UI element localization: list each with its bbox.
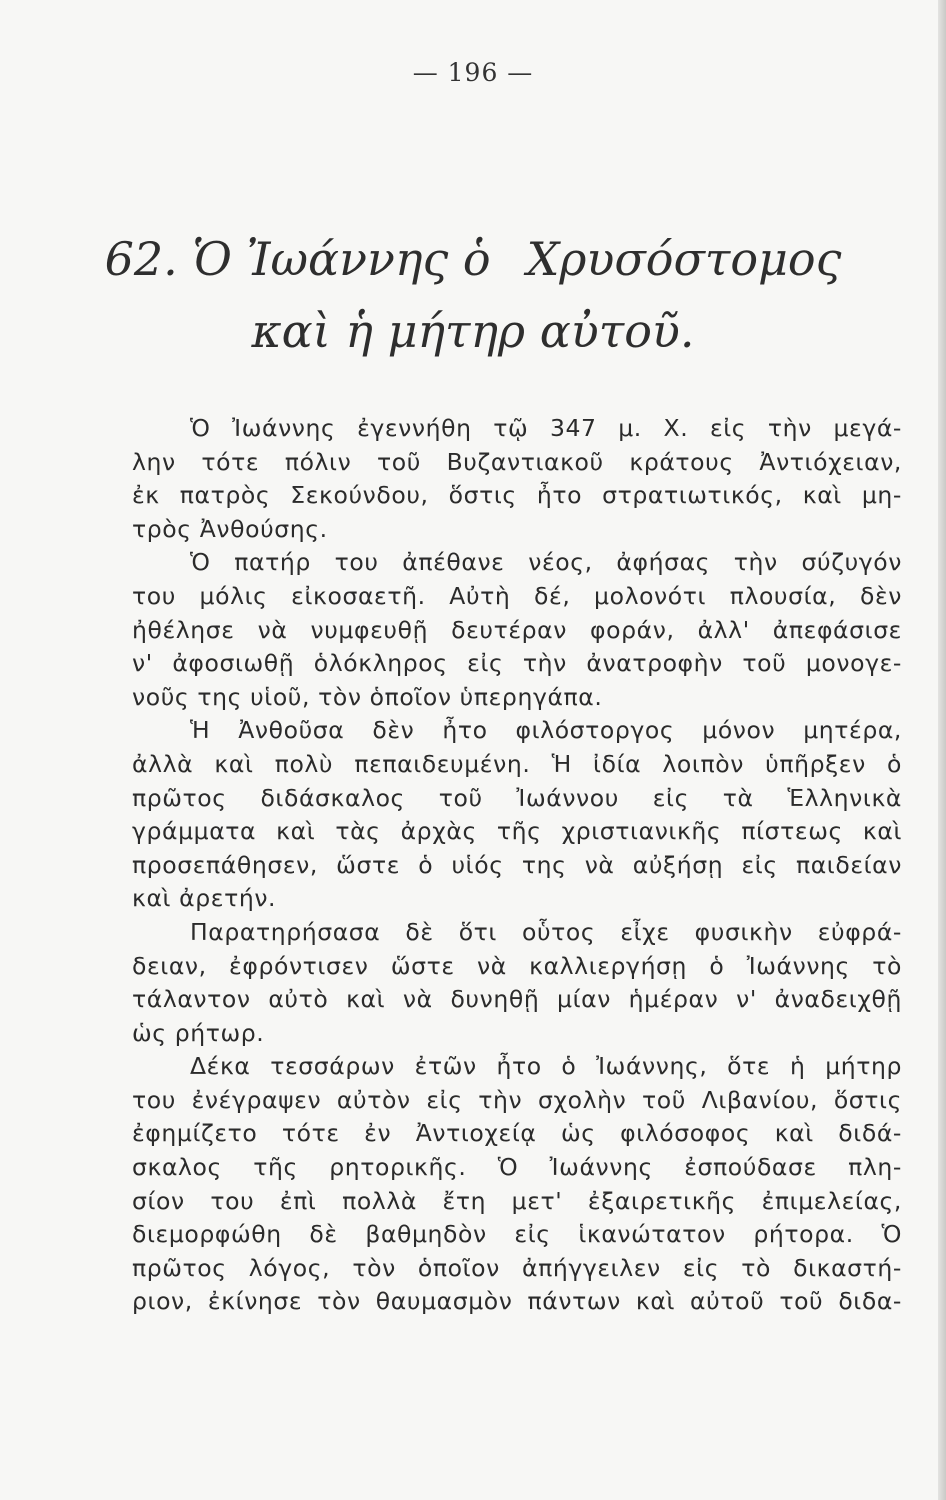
text-line: ἐκ πατρὸς Σεκούνδου, ὅστις ἦτο στρατιωτικός, καὶ μη-	[132, 481, 902, 510]
text-line: ριον, ἐκίνησε τὸν θαυμασμὸν πάντων καὶ αὐτοῦ τοῦ διδα-	[132, 1287, 902, 1316]
text-line: σίον του ἐπὶ πολλὰ ἔτη μετ' ἐξαιρετικῆς ἐπιμελείας,	[132, 1186, 902, 1215]
chapter-title-line-2: καὶ ἡ μήτηρ αὐτοῦ.	[251, 304, 695, 358]
text-line: ν' ἀφοσιωθῇ ὁλόκληρος εἰς τὴν ἀνατροφὴν τοῦ μονογε-	[132, 649, 902, 678]
chapter-title-part-2: Χρυσόστομος	[526, 232, 842, 286]
text-line: του ἐνέγραψεν αὐτὸν εἰς τὴν σχολὴν τοῦ Λιβανίου, ὅστις	[132, 1085, 902, 1114]
text-line: πρῶτος διδάσκαλος τοῦ Ἰωάννου εἰς τὰ Ἑλληνικὰ	[132, 783, 902, 812]
text-line: Ὁ πατήρ του ἀπέθανε νέος, ἀφήσας τὴν σύζυγόν	[190, 548, 902, 577]
text-line: ὡς ρήτωρ.	[132, 1018, 265, 1047]
text-line: τρὸς Ἀνθούσης.	[132, 514, 328, 543]
text-line: προσεπάθησεν, ὥστε ὁ υἱός της νὰ αὐξήσῃ εἰς παιδείαν	[132, 850, 902, 879]
page-number: — 196 —	[412, 58, 534, 87]
text-line: καὶ ἀρετήν.	[132, 884, 277, 913]
text-line: τάλαντον αὐτὸ καὶ νὰ δυνηθῇ μίαν ἡμέραν ν' ἀναδειχθῇ	[132, 985, 902, 1014]
text-line: Παρατηρήσασα δὲ ὅτι οὗτος εἶχε φυσικὴν εὐφρά-	[190, 917, 902, 946]
text-line: σκαλος τῆς ρητορικῆς. Ὁ Ἰωάννης ἐσπούδασε πλη-	[132, 1153, 902, 1182]
text-line: του μόλις εἰκοσαετῆ. Αὐτὴ δέ, μολονότι πλουσία, δὲν	[132, 581, 902, 610]
chapter-title-part-1: 62. Ὁ Ἰωάννης ὁ	[104, 232, 491, 286]
text-line: ἠθέλησε νὰ νυμφευθῇ δευτέραν φοράν, ἀλλ' ἀπεφάσισε	[132, 615, 902, 644]
text-line: νοῦς της υἱοῦ, τὸν ὁποῖον ὑπερηγάπα.	[132, 682, 603, 711]
text-line: λην τότε πόλιν τοῦ Βυζαντιακοῦ κράτους Ἀντιόχειαν,	[132, 447, 902, 476]
body-text	[132, 412, 902, 1319]
text-line: Δέκα τεσσάρων ἐτῶν ἦτο ὁ Ἰωάννης, ὅτε ἡ μήτηρ	[190, 1052, 902, 1081]
page-edge	[938, 0, 946, 1500]
text-line: πρῶτος λόγος, τὸν ὁποῖον ἀπήγγειλεν εἰς τὸ δικαστή-	[132, 1253, 902, 1282]
text-line: ἐφημίζετο τότε ἐν Ἀντιοχείᾳ ὡς φιλόσοφος καὶ διδά-	[132, 1119, 902, 1148]
text-line: γράμματα καὶ τὰς ἀρχὰς τῆς χριστιανικῆς πίστεως καὶ	[132, 817, 902, 846]
text-line: Ὁ Ἰωάννης ἐγεννήθη τῷ 347 μ. Χ. εἰς τὴν μεγά-	[190, 414, 902, 442]
text-line: διεμορφώθη δὲ βαθμηδὸν εἰς ἱκανώτατον ρήτορα. Ὁ	[132, 1220, 902, 1249]
text-line: Ἡ Ἀνθοῦσα δὲν ἦτο φιλόστοργος μόνον μητέρα,	[190, 716, 902, 745]
chapter-title-line-1	[0, 232, 946, 286]
text-line: ἀλλὰ καὶ πολὺ πεπαιδευμένη. Ἡ ἰδία λοιπὸν ὑπῆρξεν ὁ	[132, 749, 902, 778]
text-line: δειαν, ἐφρόντισεν ὥστε νὰ καλλιεργήσῃ ὁ Ἰωάννης τὸ	[132, 951, 902, 980]
